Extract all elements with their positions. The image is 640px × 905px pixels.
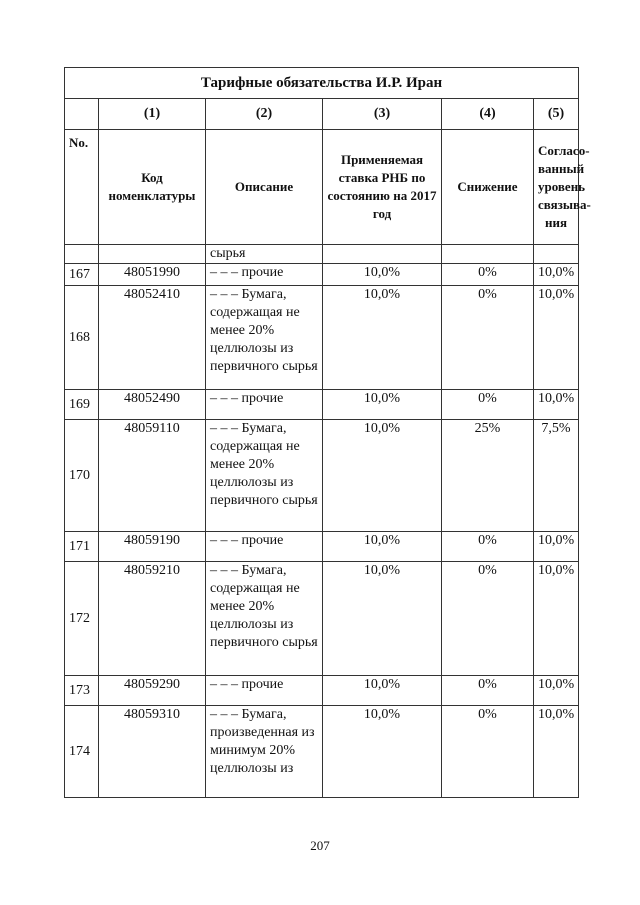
row-description: – – – прочие [206, 532, 323, 562]
table-row [65, 286, 579, 390]
row-number: 173 [65, 676, 99, 706]
row-number: 174 [65, 706, 99, 798]
row-code: 48052410 [99, 286, 206, 390]
header-code: Код номенклатуры [99, 130, 206, 245]
row-reduction: 0% [442, 286, 534, 390]
row-reduction: 25% [442, 420, 534, 532]
header-bound-level: Согласо-ванный уровень связыва-ния [534, 130, 579, 245]
page-number: 207 [310, 838, 330, 853]
row-bound-level: 10,0% [534, 706, 579, 798]
row-reduction: 0% [442, 562, 534, 676]
table-title-row [65, 68, 579, 99]
continued-row [65, 245, 579, 264]
row-reduction: 0% [442, 390, 534, 420]
header-no: No. [65, 130, 99, 245]
column-number-4: (4) [442, 99, 534, 130]
row-code: 48059210 [99, 562, 206, 676]
continued-description: сырья [206, 245, 323, 264]
row-reduction: 0% [442, 532, 534, 562]
header-row [65, 130, 579, 245]
row-description: – – – прочие [206, 264, 323, 286]
row-number: 171 [65, 532, 99, 562]
row-description: – – – Бумага, содержащая не менее 20% целлюлозы из первичного сырья [206, 286, 323, 390]
row-number: 168 [65, 286, 99, 390]
row-number: 172 [65, 562, 99, 676]
table-title: Тарифные обязательства И.Р. Иран [65, 68, 579, 99]
header-reduction: Снижение [442, 130, 534, 245]
table-row [65, 562, 579, 676]
row-bound-level: 10,0% [534, 286, 579, 390]
header-applied-rate: Применяемая ставка РНБ по состоянию на 2017 год [323, 130, 442, 245]
table-row [65, 706, 579, 798]
row-code: 48059110 [99, 420, 206, 532]
row-code: 48059310 [99, 706, 206, 798]
row-reduction: 0% [442, 676, 534, 706]
column-number-1: (1) [99, 99, 206, 130]
row-code: 48052490 [99, 390, 206, 420]
row-description: – – – Бумага, содержащая не менее 20% целлюлозы из первичного сырья [206, 562, 323, 676]
table-row [65, 676, 579, 706]
column-number-row [65, 99, 579, 130]
row-bound-level: 10,0% [534, 264, 579, 286]
row-code: 48059290 [99, 676, 206, 706]
row-number: 167 [65, 264, 99, 286]
table-row [65, 390, 579, 420]
table-row [65, 264, 579, 286]
table-row [65, 420, 579, 532]
row-applied-rate: 10,0% [323, 676, 442, 706]
column-number-2: (2) [206, 99, 323, 130]
tariff-table [64, 67, 591, 798]
row-number: 169 [65, 390, 99, 420]
row-applied-rate: 10,0% [323, 532, 442, 562]
header-description: Описание [206, 130, 323, 245]
row-code: 48059190 [99, 532, 206, 562]
row-bound-level: 7,5% [534, 420, 579, 532]
row-description: – – – Бумага, содержащая не менее 20% целлюлозы из первичного сырья [206, 420, 323, 532]
row-applied-rate: 10,0% [323, 706, 442, 798]
table-row [65, 532, 579, 562]
row-applied-rate: 10,0% [323, 562, 442, 676]
row-bound-level: 10,0% [534, 532, 579, 562]
row-bound-level: 10,0% [534, 676, 579, 706]
row-description: – – – прочие [206, 676, 323, 706]
row-number: 170 [65, 420, 99, 532]
column-number-5: (5) [534, 99, 579, 130]
row-code: 48051990 [99, 264, 206, 286]
row-applied-rate: 10,0% [323, 286, 442, 390]
row-applied-rate: 10,0% [323, 264, 442, 286]
column-number-blank [65, 99, 99, 130]
row-bound-level: 10,0% [534, 562, 579, 676]
row-bound-level: 10,0% [534, 390, 579, 420]
row-reduction: 0% [442, 706, 534, 798]
column-number-3: (3) [323, 99, 442, 130]
row-description: – – – прочие [206, 390, 323, 420]
row-applied-rate: 10,0% [323, 390, 442, 420]
row-reduction: 0% [442, 264, 534, 286]
row-applied-rate: 10,0% [323, 420, 442, 532]
row-description: – – – Бумага, произведенная из минимум 20% целлюлозы из [206, 706, 323, 798]
